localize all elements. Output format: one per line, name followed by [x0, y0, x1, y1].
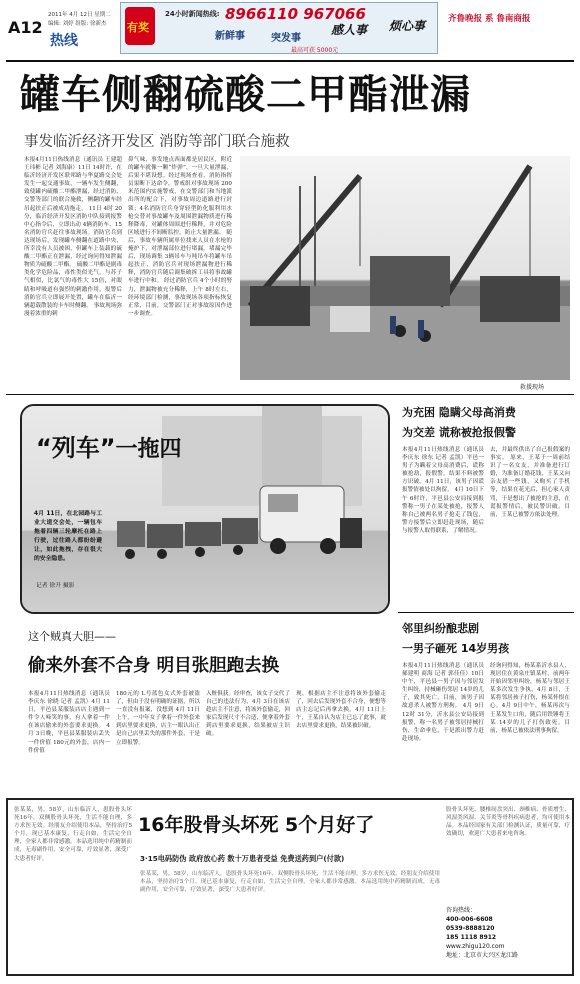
- rescue-scene-photo: [240, 156, 570, 380]
- neighbor-kicker: 邻里纠纷酿悲剧: [402, 622, 479, 635]
- train-story-box: [20, 404, 390, 614]
- ad-left-column: 张某某，男，58岁，山东临沂人，患股骨头坏死16年，双侧股骨头坏死，生活不能自理，多方求医无效。经朋友介绍使用本品，坚持治疗5个月，现已基本康复，行走自如，生活完全自理，全家人都非常感激。本品选用纯中药精制而成，无毒副作用，安全可靠，疗效显著，深受广大患者好评。: [14, 807, 132, 862]
- train-title-tail: 一拖四: [115, 437, 182, 462]
- ad-phone-label: 咨询热线：: [446, 907, 477, 914]
- hotline-banner: 有奖 24小时新闻热线: 8966110 967066 新鲜事 突发事 感人事 烦心事 最高可获 5000元: [120, 2, 438, 54]
- page-number: A12: [8, 18, 43, 37]
- lead-column-1: 本报4月11日热线消息（通讯员 王建超 王玮彬 记者 刘海康）11日 14时许，在临沂经济开发区联邦路与华夏路交会处发生一起交通事故，一辆车发生侧翻，致使罐内硫酸二甲酯泄漏，经过消防、交警等部门的联合施救，侧翻的罐车经吊起扶正后被成功拖走。 11日 4时 20分，临沂经济开发区消防中队接到报警中心指令后，立即出动 4辆消防车、15名消防官兵赶往事故现场。消防官兵到达现场后，发现罐车侧翻在道路中央，所幸没有人员被困，但罐车上装载的硫酸二甲酯正在泄漏，经过询问得知泄漏物质为硫酸二甲酯。 硫酸二甲酯是剧毒类化学危险品，毒性类似光气，与苏子气相似，比氯气的毒性大 15倍，对眼睛和呼吸道有强烈的刺激作用，报警后消防官兵立即展开处置，罐车在临沂一辆超载散装的卡车时侧翻。 事故现场弥漫着浓重的刺: [24, 157, 122, 317]
- thief-headline: 偷来外套不合身 明目张胆跑去换: [28, 656, 280, 676]
- editors-line: 编辑: 刘婷 组版: 徐新杰: [48, 21, 107, 27]
- fraud-column-1: 本报4月11日热线消息（通讯员 李庆东 徐东 记者 孟凯）平邑一男子为瞒着父母高消费后，谎称被抢劫，报假警，结果不料被警方识破。4月 11日，该男子因谎报警情被处以拘留。 4月 10日下午 6时许，平邑县公安局接到报警称一男子在某处被抢，报警人称自己被两名男子抢走了钱包，警方接警后立即赶赴现场，随后与报警人取得联系，了解情况。: [402, 447, 484, 534]
- rescue-scene-drawing: [240, 156, 570, 380]
- ad-headline: 16年股骨头坏死 5个月好了: [138, 814, 375, 836]
- paper-name: 齐鲁晚报 系 鲁南商报: [448, 14, 531, 24]
- lead-bottom-rule: [6, 394, 574, 395]
- train-title-main: “列车”: [36, 434, 116, 462]
- neighbor-headline: 一男子砸死 14岁男孩: [402, 642, 510, 655]
- ad-contact: [446, 906, 570, 960]
- ad-headline-box: [138, 808, 440, 850]
- lead-column-2: 鼻气味，事发地点西面都是居民区，附近的罐车就像一颗“炸弹”，一旦大量泄漏，后果不堪设想。经过现场查看，消防指挥员果断下达命令，警戒组对事故现场 200米范围内实施警戒，在交警部门和当地派出所的配合下，对事故周边道路进行封锁；4名消防官兵身穿轻型防化服利用水枪交替对事故罐车及周围泄漏物质进行稀释降毒，对罐体周围进行稀释，并对危险区域进行不间断监控，防止大量泄漏。 随后，事故车辆所属单位找来人员在水枪的掩护下，对泄漏部位进行堵漏。堵漏完毕后，现场调集 3辆吊车与吨吊车将罐车吊起扶正，消防官兵对现场泄漏物进行稀释，消防官兵随后调集破拆工具将事故罐车进行中和。 经过消防官兵 4个小时的努力，泄漏物被充分稀释，上午 8时左右，经环境部门检测，事故现场各项指标恢复正常，目前，交警部门正对事故原因作进一步调查。: [128, 157, 232, 317]
- ad-phone-2: 0539-8888120: [446, 925, 495, 932]
- thief-column-3: 入赃俱获。经审查，该女子交代了自己的违法行为，4月 3日在该店趁店主不注意，将该外套偷走，回家后发现尺寸不合适，便拿着外套到店里要求更换，结果被店主识破。: [206, 691, 290, 738]
- ad-phone-1: 400-006-6608: [446, 916, 493, 923]
- date-line: 2011年 4月 12日 星期二: [48, 12, 111, 18]
- thief-column-4: 现，根据店主不注意将该外套偷走了，回去后发现外套不合身，便想等店主忘记后再拿去换。4月 11日上午，王某自认为店主已忘了此事，就去店里要求更换，结果被识破。: [296, 691, 386, 730]
- fraud-story: [398, 400, 574, 600]
- train-caption: 4月 11日，在北园路与工业大道交会处，一辆包车拖着四辆三轮摩托在路上行驶，过往路人都纷纷避让，如此拖拽，存在很大的安全隐患。: [34, 511, 102, 562]
- lead-subhead: 事发临沂经济开发区 消防等部门联合施救: [24, 134, 290, 150]
- ad-phone-3: 185 1118 8912: [446, 934, 497, 941]
- fraud-headline: 为交差 谎称被抢报假警: [402, 426, 516, 439]
- ad-address: 地址：北京市大兴区龙江路: [446, 952, 519, 959]
- neighbor-column-2: 经询问得知，杨某系沂水县人，现居住在黄泉庄镇某村，前两年开始因邻里纠纷，杨某与邻居王某多次发生争执，4月 8日，王某将邻居孩子打伤，杨某怀恨在心。4月 9日中午，杨某再次与王某发生口角，随后用铁锤将王某 14岁的儿子打伤致死。目前，杨某已被依法刑事拘留。: [490, 663, 570, 734]
- thief-kicker: 这个贼真大胆——: [28, 630, 116, 643]
- train-photographer: 记者 徐升 摄影: [36, 583, 75, 589]
- lead-story: [0, 62, 580, 392]
- medical-ad: [6, 798, 574, 976]
- reward-badge: 有奖: [125, 7, 155, 45]
- thief-column-2: 180元的 L号蓝色女式外套被盗了，但由于没有明确的证据，所以一直没有报案，没想到 4月 11日上午，一中年女子拿着一件外套来到店里要求更换，店主一眼认出正是自己店里丢失的那件外套，于是立即报警。: [116, 691, 200, 746]
- right-column-rule: [398, 612, 574, 613]
- masthead: [0, 0, 580, 62]
- ad-website: www.zhigu120.com: [446, 943, 505, 950]
- neighbor-story: [398, 616, 574, 796]
- lead-headline: 罐车侧翻硫酸二甲酯泄漏: [20, 72, 471, 118]
- ad-center-body: 张某某，男，58岁，山东临沂人，患股骨头坏死16年，双侧股骨头坏死，生活不能自理，多方求医无效。经朋友介绍使用本品，坚持治疗5个月，现已基本康复，行走自如，生活完全自理，全家人都非常感激。本品选用纯中药精制而成，无毒副作用，安全可靠，疗效显著，深受广大患者好评。: [140, 871, 440, 894]
- neighbor-column-1: 本报4月11日热线消息（通讯员 郝建明 商海 记者 郭佳佳）10日中午，平邑县一男子因与邻居发生纠纷，持械砸伤邻居 14岁的儿子，致其死亡，目前，该男子因故意杀人被警方刑拘。 4月 9日 12时 31分，沂水县公安局接到报警，称一名男子被邻居持械打伤，生命垂危，于是派出警力赶赴现场。: [402, 663, 484, 742]
- rescue-photo-caption: 救援现场: [520, 384, 545, 391]
- fraud-column-2: 去，并最终供出了自己报假案的事实。 原来，王某于一周前结识了一名女友，并准备进行订婚，为准备订婚花钱，王某又向亲友借一些钱，又购买了手机等，结果在花光后，担心家人责骂，于是想出了被抢的主意，在谎报警情后，被民警识破。目前，王某已被警方依法处理。: [490, 447, 570, 518]
- thief-column-1: 本报4月11日热线消息（通讯员 李庆东 徐晓 记者 孟凯）4月 11日，平邑县某服装店店主遇到一件令人啼笑的事，有人拿着一件在该店偷来的外套要求更换。 4月 3日晚，平邑县某服装店丢失一件价值 180元的外套，店内一件价值: [28, 691, 110, 754]
- hotline-number: 8966110 967066: [225, 5, 366, 23]
- ad-right-column: 股骨头坏死、腰椎间盘突出、颈椎病、骨质增生、风湿类风湿、关节炎等骨科疾病患者，均可使用本品。本品经国家有关部门检测认证，质量可靠，疗效确切，欢迎广大患者来电咨询。: [446, 807, 570, 838]
- train-title: [36, 428, 182, 463]
- section-label: 热线: [50, 33, 78, 49]
- ad-subline: 3·15电码防伪 政府放心药 数十万患者受益 免费送药到户(付款): [140, 854, 345, 863]
- thief-story: [20, 624, 390, 794]
- fraud-kicker: 为充困 隐瞒父母高消费: [402, 406, 516, 419]
